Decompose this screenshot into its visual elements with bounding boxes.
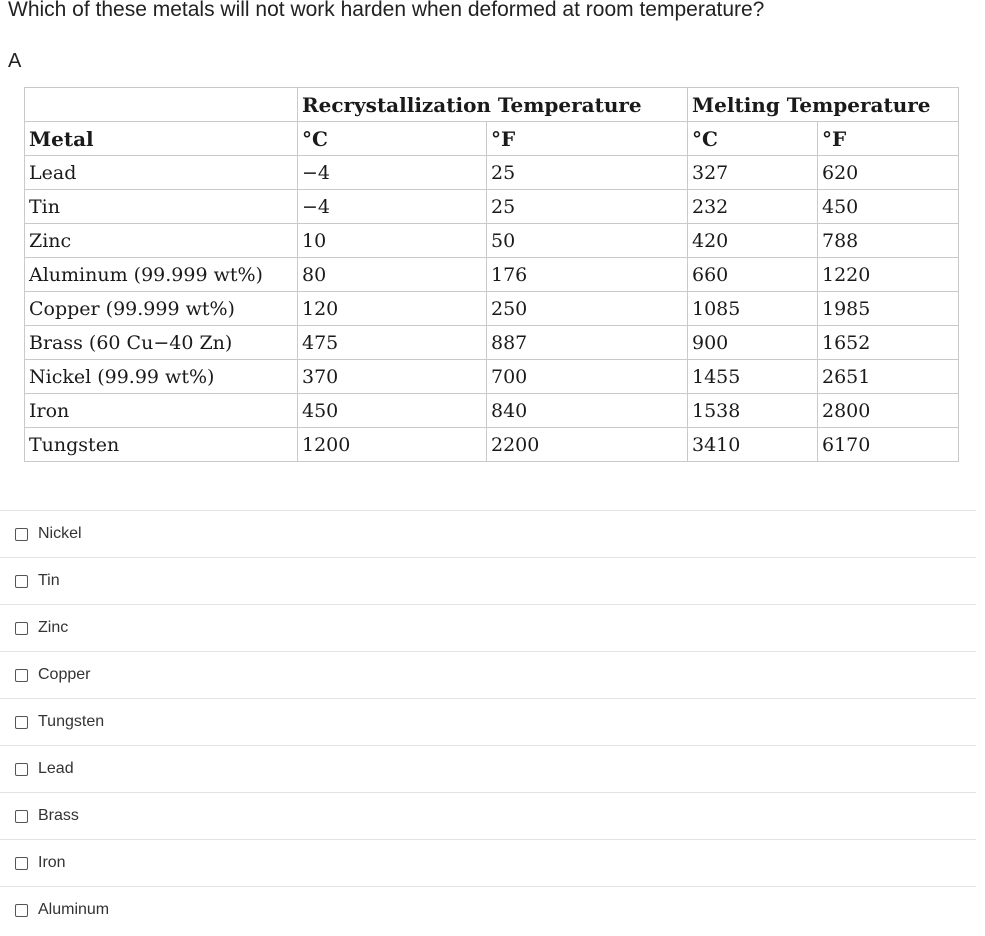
cell-metal: Zinc [25,224,298,258]
cell-recryst-c: 120 [298,292,487,326]
cell-recryst-f: 25 [487,156,688,190]
cell-melt-c: 1538 [688,394,818,428]
sub-question-label: A [8,50,22,72]
option-label: Aluminum [38,901,110,918]
option-label: Lead [38,760,74,777]
cell-metal: Lead [25,156,298,190]
option-label: Nickel [38,525,82,542]
cell-recryst-c: 10 [298,224,487,258]
cell-recryst-c: 80 [298,258,487,292]
cell-recryst-c: −4 [298,190,487,224]
table-row [25,292,959,326]
checkbox-icon[interactable] [15,575,28,588]
option-label: Tin [38,572,60,589]
cell-melt-f: 1652 [818,326,959,360]
option-aluminum[interactable] [0,887,976,933]
header-recryst-celsius: °C [298,122,487,156]
checkbox-icon[interactable] [15,857,28,870]
cell-melt-c: 420 [688,224,818,258]
option-zinc[interactable] [0,605,976,652]
table-header-empty-cell [25,88,298,122]
table-row [25,156,959,190]
table-row [25,224,959,258]
cell-recryst-c: 370 [298,360,487,394]
answer-options [0,510,976,933]
table-unit-header-row [25,122,959,156]
cell-recryst-c: −4 [298,156,487,190]
checkbox-icon[interactable] [15,528,28,541]
cell-recryst-f: 700 [487,360,688,394]
header-metal: Metal [25,122,298,156]
option-label: Iron [38,854,66,871]
cell-recryst-f: 250 [487,292,688,326]
cell-melt-c: 232 [688,190,818,224]
option-label: Copper [38,666,91,683]
cell-metal: Aluminum (99.999 wt%) [25,258,298,292]
option-tungsten[interactable] [0,699,976,746]
cell-recryst-f: 2200 [487,428,688,462]
cell-recryst-f: 840 [487,394,688,428]
header-melt-celsius: °C [688,122,818,156]
checkbox-icon[interactable] [15,622,28,635]
table-row [25,190,959,224]
table-row [25,428,959,462]
option-label: Zinc [38,619,69,636]
cell-melt-c: 1085 [688,292,818,326]
table-row [25,360,959,394]
cell-melt-f: 620 [818,156,959,190]
cell-recryst-f: 25 [487,190,688,224]
option-nickel[interactable] [0,511,976,558]
option-iron[interactable] [0,840,976,887]
cell-recryst-f: 176 [487,258,688,292]
option-copper[interactable] [0,652,976,699]
cell-melt-c: 1455 [688,360,818,394]
cell-metal: Tungsten [25,428,298,462]
cell-recryst-c: 1200 [298,428,487,462]
checkbox-icon[interactable] [15,904,28,917]
table-row [25,326,959,360]
header-melting: Melting Temperature [688,88,959,122]
cell-melt-f: 1220 [818,258,959,292]
cell-melt-f: 788 [818,224,959,258]
checkbox-icon[interactable] [15,669,28,682]
option-tin[interactable] [0,558,976,605]
table-group-header-row [25,88,959,122]
header-recryst-fahrenheit: °F [487,122,688,156]
cell-melt-c: 660 [688,258,818,292]
cell-melt-f: 1985 [818,292,959,326]
temperature-table [24,87,959,462]
cell-metal: Copper (99.999 wt%) [25,292,298,326]
cell-melt-f: 6170 [818,428,959,462]
cell-recryst-f: 50 [487,224,688,258]
cell-recryst-f: 887 [487,326,688,360]
option-label: Tungsten [38,713,105,730]
cell-melt-f: 2800 [818,394,959,428]
cell-recryst-c: 450 [298,394,487,428]
table-row [25,258,959,292]
cell-melt-c: 900 [688,326,818,360]
cell-metal: Iron [25,394,298,428]
header-recrystallization: Recrystallization Temperature [298,88,688,122]
cell-melt-f: 2651 [818,360,959,394]
cell-recryst-c: 475 [298,326,487,360]
cell-melt-f: 450 [818,190,959,224]
cell-metal: Nickel (99.99 wt%) [25,360,298,394]
option-label: Brass [38,807,79,824]
checkbox-icon[interactable] [15,763,28,776]
option-lead[interactable] [0,746,976,793]
table-row [25,394,959,428]
cell-metal: Tin [25,190,298,224]
checkbox-icon[interactable] [15,810,28,823]
option-brass[interactable] [0,793,976,840]
cell-melt-c: 327 [688,156,818,190]
cell-metal: Brass (60 Cu−40 Zn) [25,326,298,360]
header-melt-fahrenheit: °F [818,122,959,156]
checkbox-icon[interactable] [15,716,28,729]
cell-melt-c: 3410 [688,428,818,462]
question-text: Which of these metals will not work harden when deformed at room temperature? [8,0,765,21]
